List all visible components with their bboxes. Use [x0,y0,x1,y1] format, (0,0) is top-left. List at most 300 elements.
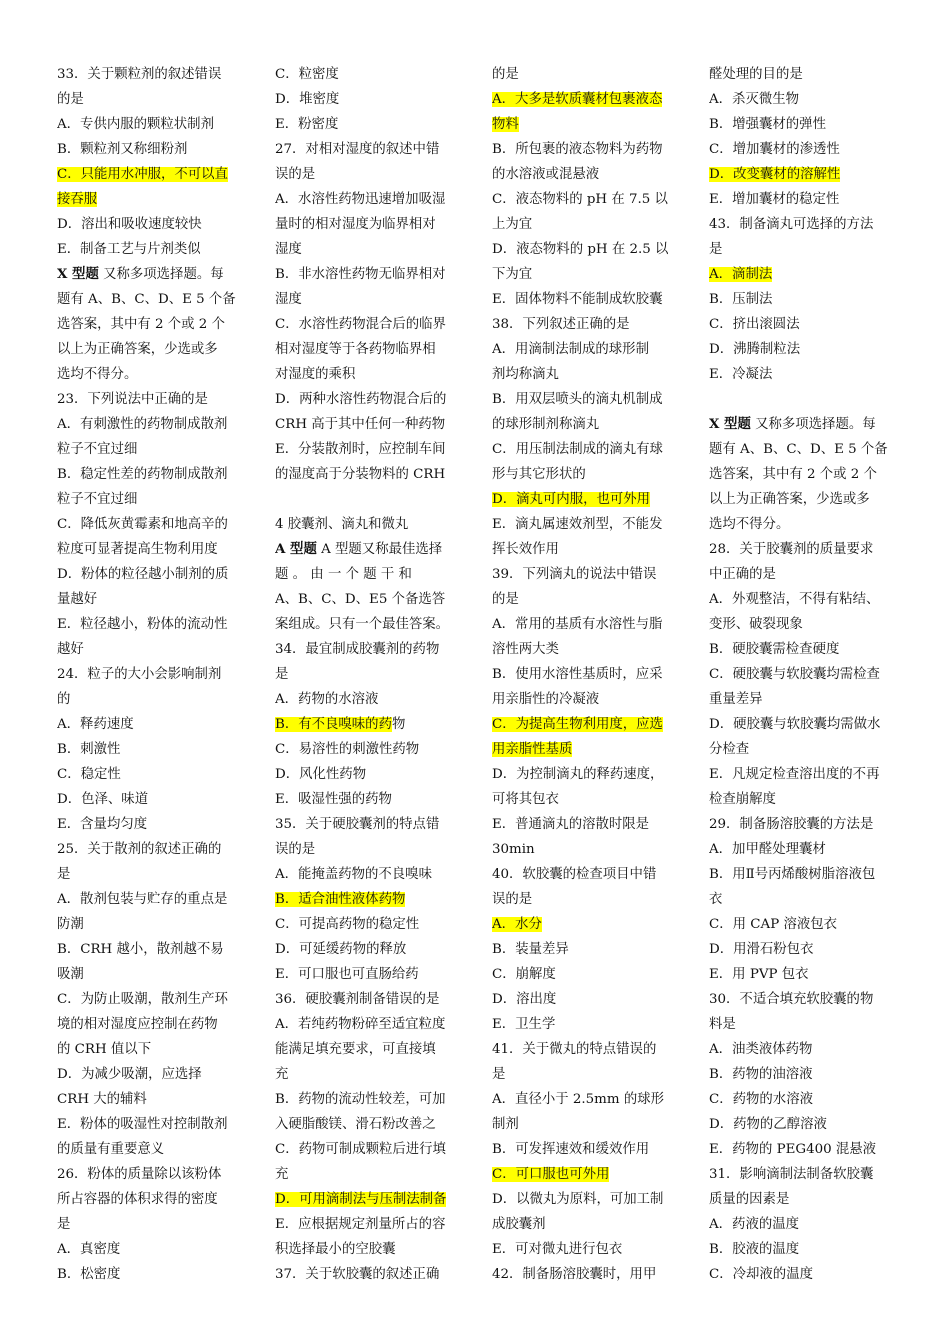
text-line [57,987,245,1012]
line-text: 是 [709,242,723,257]
text-line [57,337,245,362]
line-text: 34．最宜制成胶囊剂的药物 [275,642,440,657]
line-text: 用亲脂性的冷凝液 [492,692,600,707]
line-text: 案组成。只有一个最佳答案。 [275,617,450,632]
text-line [492,212,680,237]
line-text: E．药物的 PEG400 混悬液 [709,1142,877,1157]
text-line [275,712,463,737]
line-text: 是 [492,1067,506,1082]
text-line [275,1012,463,1037]
line-text: E．制备工艺与片剂类似 [57,242,201,257]
text-line [709,612,897,637]
text-line [492,937,680,962]
line-text: 题有 A、B、C、D、E 5 个备 [709,442,888,457]
highlighted-answer: A．滴制法 [709,267,773,282]
line-text: 相对湿度等于各药物临界相 [275,342,436,357]
line-text: E．固体物料不能制成软胶囊 [492,292,663,307]
highlighted-answer: A．大多是软质囊材包裹液态 [492,92,663,107]
line-text: 4 胶囊剂、滴丸和微丸 [275,517,409,532]
line-text: 选答案，其中有 2 个或 2 个 [57,317,225,332]
text-line [492,537,680,562]
line-text: D．硬胶囊与软胶囊均需做水 [709,717,881,732]
text-line [57,437,245,462]
line-text: B．装量差异 [492,942,569,957]
line-text: 是 [57,1217,71,1232]
text-line [492,1037,680,1062]
line-text: C．挤出滚圆法 [709,317,800,332]
line-text: D．用滑石粉包衣 [709,942,814,957]
text-line [275,337,463,362]
text-line [57,412,245,437]
line-text: 又称多项选择题。每 [750,417,876,432]
text-line [57,1112,245,1137]
text-line [275,1062,463,1087]
line-text: 23．下列说法中正确的是 [57,392,208,407]
text-line [492,112,680,137]
highlighted-answer: C．可口服也可外用 [492,1167,610,1182]
line-text: 醛处理的目的是 [709,67,803,82]
text-line [492,62,680,87]
text-line [275,937,463,962]
line-text: B．可发挥速效和缓效作用 [492,1142,650,1157]
text-line [275,1162,463,1187]
text-line [709,262,897,287]
line-text: B．压制法 [709,292,773,307]
text-line [492,312,680,337]
line-text: C．用 CAP 溶液包衣 [709,917,838,932]
line-text: A．专供内服的颗粒状制剂 [57,117,214,132]
line-text: C．药物的水溶液 [709,1092,813,1107]
text-line [709,912,897,937]
text-line [492,1112,680,1137]
text-line [709,462,897,487]
text-line [275,387,463,412]
text-line [709,437,897,462]
line-text: 能满足填充要求，可直接填 [275,1042,436,1057]
text-line [709,187,897,212]
line-text: 可将其包衣 [492,792,559,807]
line-text: A．加甲醛处理囊材 [709,842,826,857]
text-line [709,1112,897,1137]
line-text: 变形、破裂现象 [709,617,803,632]
line-text: 37．关于软胶囊的叙述正确 [275,1267,440,1282]
text-line [492,362,680,387]
line-text: E．分装散剂时，应控制车间 [275,442,446,457]
line-text: E．增加囊材的稳定性 [709,192,840,207]
text-column-3 [492,62,680,1287]
text-line [275,1087,463,1112]
line-text: 的是 [492,592,519,607]
text-line [57,237,245,262]
text-line [492,437,680,462]
line-text: D．以微丸为原料，可加工制 [492,1192,664,1207]
line-text: A．油类液体药物 [709,1042,813,1057]
text-line [275,812,463,837]
text-line [275,1112,463,1137]
text-line [275,637,463,662]
text-line [709,1187,897,1212]
line-text: 是 [275,667,289,682]
text-line [492,787,680,812]
line-text: 料是 [709,1017,736,1032]
line-text: D．液态物料的 pH 在 2.5 以 [492,242,669,257]
text-line [709,162,897,187]
line-text: C．为防止吸潮，散剂生产环 [57,992,228,1007]
line-text: CRH 高于其中任何一种药物 [275,417,446,432]
text-line [709,887,897,912]
line-text: B．刺激性 [57,742,121,757]
line-text: 的水溶液或混悬液 [492,167,600,182]
line-text: 26．粉体的质量除以该粉体 [57,1167,222,1182]
text-line [275,987,463,1012]
text-line [275,962,463,987]
text-line [275,1187,463,1212]
line-text: D．两种水溶性药物混合后的 [275,392,447,407]
line-text: 38．下列叙述正确的是 [492,317,630,332]
text-line [492,512,680,537]
line-text: C．易溶性的刺激性药物 [275,742,420,757]
line-text: A．常用的基质有水溶性与脂 [492,617,663,632]
text-line [709,787,897,812]
text-line [57,87,245,112]
line-text: 30．不适合填充软胶囊的物 [709,992,874,1007]
line-text: 境的相对湿度应控制在药物 [57,1017,218,1032]
text-line [275,87,463,112]
text-line [57,937,245,962]
line-text: B．所包裹的液态物料为药物 [492,142,663,157]
line-text: 的质量有重要意义 [57,1142,165,1157]
text-line [57,512,245,537]
line-text: B．用双层喷头的滴丸机制成 [492,392,663,407]
line-text: C．稳定性 [57,767,121,782]
text-line [709,237,897,262]
line-text: 充 [275,1167,289,1182]
text-line [275,612,463,637]
text-line [275,137,463,162]
line-text: 的 CRH 值以下 [57,1042,152,1057]
text-line [709,1212,897,1237]
text-line [492,812,680,837]
line-text: 上为宜 [492,217,533,232]
text-line [709,87,897,112]
line-text: 吸潮 [57,967,84,982]
line-text: C．用压制法制成的滴丸有球 [492,442,663,457]
line-text: 题 。 由 一 个 题 干 和 [275,567,412,582]
line-text: 又称多项选择题。每 [98,267,224,282]
text-line [492,962,680,987]
line-text: 33．关于颗粒剂的叙述错误 [57,67,222,82]
text-line [57,537,245,562]
text-column-4 [709,62,897,1287]
line-text: 制剂 [492,1117,519,1132]
text-line [492,237,680,262]
line-text: E．普通滴丸的溶散时限是 [492,817,650,832]
line-text: 剂均称滴丸 [492,367,559,382]
line-text: C．增加囊材的渗透性 [709,142,840,157]
text-line [275,537,463,562]
line-text: CRH 大的辅料 [57,1092,147,1107]
highlighted-answer: D．改变囊材的溶解性 [709,167,841,182]
line-text: 30min [492,842,535,857]
text-line [57,1262,245,1287]
text-line [709,687,897,712]
text-line [57,362,245,387]
line-text: 的是 [492,67,519,82]
text-line [57,1087,245,1112]
text-line [492,562,680,587]
text-line [275,737,463,762]
line-text: B．用Ⅱ号丙烯酸树脂溶液包 [709,867,876,882]
text-line [57,912,245,937]
line-text-tail: 物 [391,717,406,732]
text-line [275,1037,463,1062]
line-text: E．用 PVP 包衣 [709,967,809,982]
text-line [57,687,245,712]
highlighted-answer: 用亲脂性基质 [492,742,573,757]
line-text: A．药液的温度 [709,1217,800,1232]
text-line [492,462,680,487]
text-line [709,1062,897,1087]
highlighted-answer: A．水分 [492,917,542,932]
line-text: 量时的相对湿度为临界相对 [275,217,436,232]
line-text: A．真密度 [57,1242,121,1257]
line-text: D．药物的乙醇溶液 [709,1117,827,1132]
text-line [709,1262,897,1287]
text-line [275,762,463,787]
line-text: 积选择最小的空胶囊 [275,1242,396,1257]
text-line [709,1137,897,1162]
text-line [275,687,463,712]
text-line [709,337,897,362]
text-line [709,562,897,587]
line-text: 40．软胶囊的检查项目中错 [492,867,657,882]
line-text: 选均不得分。 [57,367,138,382]
line-text: 对湿度的乘积 [275,367,356,382]
text-line [57,1137,245,1162]
text-line [492,287,680,312]
line-text: E．可对微丸进行包衣 [492,1242,623,1257]
line-text: C．崩解度 [492,967,556,982]
text-line [492,712,680,737]
line-text: E．凡规定检查溶出度的不再 [709,767,880,782]
text-line [275,162,463,187]
text-line [492,662,680,687]
text-line [709,212,897,237]
text-line [709,1237,897,1262]
line-text: D．可延缓药物的释放 [275,942,407,957]
highlighted-answer: B．适合油性液体药物 [275,892,406,907]
text-line [57,612,245,637]
text-line [275,837,463,862]
line-text: A．若纯药物粉碎至适宜粒度 [275,1017,446,1032]
line-text: 检查崩解度 [709,792,776,807]
line-text: A．直径小于 2.5mm 的球形 [492,1092,664,1107]
text-line [492,862,680,887]
text-line [275,112,463,137]
line-text: 中正确的是 [709,567,776,582]
text-line [492,87,680,112]
highlighted-answer: B．有不良嗅味的药 [275,717,392,732]
text-line [709,412,897,437]
text-line [57,762,245,787]
text-line [275,512,463,537]
text-line [57,137,245,162]
line-text: A．用滴制法制成的球形制 [492,342,649,357]
line-text: C．硬胶囊与软胶囊均需检查 [709,667,880,682]
text-column-2 [275,62,463,1287]
text-line [275,312,463,337]
text-line [492,487,680,512]
text-line [57,112,245,137]
text-line [275,212,463,237]
line-text: E．吸湿性强的药物 [275,792,392,807]
line-text: 的是 [57,92,84,107]
text-line [57,637,245,662]
text-line [275,862,463,887]
text-line [709,937,897,962]
text-line [275,237,463,262]
text-line [492,262,680,287]
line-text: A．有刺激性的药物制成散剂 [57,417,228,432]
text-line [57,1187,245,1212]
text-line [709,962,897,987]
text-line [492,737,680,762]
text-line [709,537,897,562]
text-line [275,662,463,687]
text-line [492,1187,680,1212]
text-line [492,1162,680,1187]
line-text: 31．影响滴制法制备软胶囊 [709,1167,874,1182]
text-line [709,112,897,137]
line-text: A 型题又称最佳选择 [316,542,443,557]
blank-line [709,387,897,412]
text-line [275,1212,463,1237]
line-text: B．CRH 越小，散剂越不易 [57,942,224,957]
text-line [57,262,245,287]
text-line [57,712,245,737]
text-line [709,862,897,887]
line-text: D．风化性药物 [275,767,367,782]
text-line [492,612,680,637]
text-line [492,837,680,862]
text-line [57,387,245,412]
text-line [275,437,463,462]
line-text: E．粉密度 [275,117,339,132]
text-line [275,1137,463,1162]
text-line [492,587,680,612]
text-line [275,587,463,612]
line-text: B．颗粒剂又称细粉剂 [57,142,188,157]
line-text: 以上为正确答案，少选或多 [709,492,870,507]
line-text: E．可口服也可直肠给药 [275,967,419,982]
text-line [57,312,245,337]
line-text: A、B、C、D、E5 个备选答 [275,592,446,607]
line-text: 所占容器的体积求得的密度 [57,1192,218,1207]
text-line [492,1062,680,1087]
text-line [275,362,463,387]
line-text: B．胶液的温度 [709,1242,800,1257]
text-line [275,187,463,212]
text-line [492,1087,680,1112]
line-text: 28．关于胶囊剂的质量要求 [709,542,874,557]
line-text: A．外观整洁，不得有粘结、 [709,592,880,607]
highlighted-answer: D．滴丸可内服，也可外用 [492,492,651,507]
text-line [57,162,245,187]
text-line [709,287,897,312]
text-line [492,1237,680,1262]
line-text: 36．硬胶囊剂制备错误的是 [275,992,440,1007]
line-text: B．药物的油溶液 [709,1067,813,1082]
section-label: X 型题 [57,266,99,282]
line-text: 成胶囊剂 [492,1217,546,1232]
highlighted-answer: C．为提高生物利用度，应选 [492,717,663,732]
line-text: D．粉体的粒径越小制剂的质 [57,567,229,582]
line-text: 溶性两大类 [492,642,559,657]
line-text: 充 [275,1067,289,1082]
line-text: C．降低灰黄霉素和地高辛的 [57,517,228,532]
line-text: B．非水溶性药物无临界相对 [275,267,446,282]
text-line [492,987,680,1012]
line-text: 42．制备肠溶胶囊时，用甲 [492,1267,657,1282]
text-line [275,62,463,87]
line-text: 25．关于散剂的叙述正确的 [57,842,222,857]
line-text: C．药物可制成颗粒后进行填 [275,1142,446,1157]
text-line [57,1212,245,1237]
text-line [492,1262,680,1287]
line-text: 越好 [57,642,84,657]
text-line [57,587,245,612]
line-text: C．可提高药物的稳定性 [275,917,420,932]
line-text: 误的是 [275,842,316,857]
text-line [709,512,897,537]
text-line [57,1062,245,1087]
line-text: 24．粒子的大小会影响制剂 [57,667,222,682]
line-text: 挥长效作用 [492,542,559,557]
highlighted-answer: 接吞服 [57,192,98,207]
line-text: 湿度 [275,292,302,307]
line-text: E．应根据规定剂量所占的容 [275,1217,446,1232]
line-text: 的 [57,692,71,707]
text-line [709,837,897,862]
text-line [709,812,897,837]
text-line [709,737,897,762]
text-line [57,812,245,837]
line-text: D．溶出度 [492,992,557,1007]
text-line [709,137,897,162]
text-line [57,737,245,762]
text-line [57,787,245,812]
line-text: B．稳定性差的药物制成散剂 [57,467,228,482]
line-text: A．水溶性药物迅速增加吸湿 [275,192,446,207]
text-line [57,662,245,687]
blank-line [275,487,463,512]
text-line [709,987,897,1012]
text-line [275,262,463,287]
text-line [275,787,463,812]
text-line [709,762,897,787]
line-text: A．能掩盖药物的不良嗅味 [275,867,432,882]
text-line [57,212,245,237]
text-line [709,637,897,662]
line-text: D．溶出和吸收速度较快 [57,217,202,232]
line-text: 27．对相对湿度的叙述中错 [275,142,440,157]
line-text: B．松密度 [57,1267,121,1282]
section-label: A 型题 [275,541,317,557]
text-line [57,837,245,862]
line-text: D．沸腾制粒法 [709,342,801,357]
line-text: 39．下列滴丸的说法中错误 [492,567,657,582]
line-text: C．冷却液的温度 [709,1267,813,1282]
